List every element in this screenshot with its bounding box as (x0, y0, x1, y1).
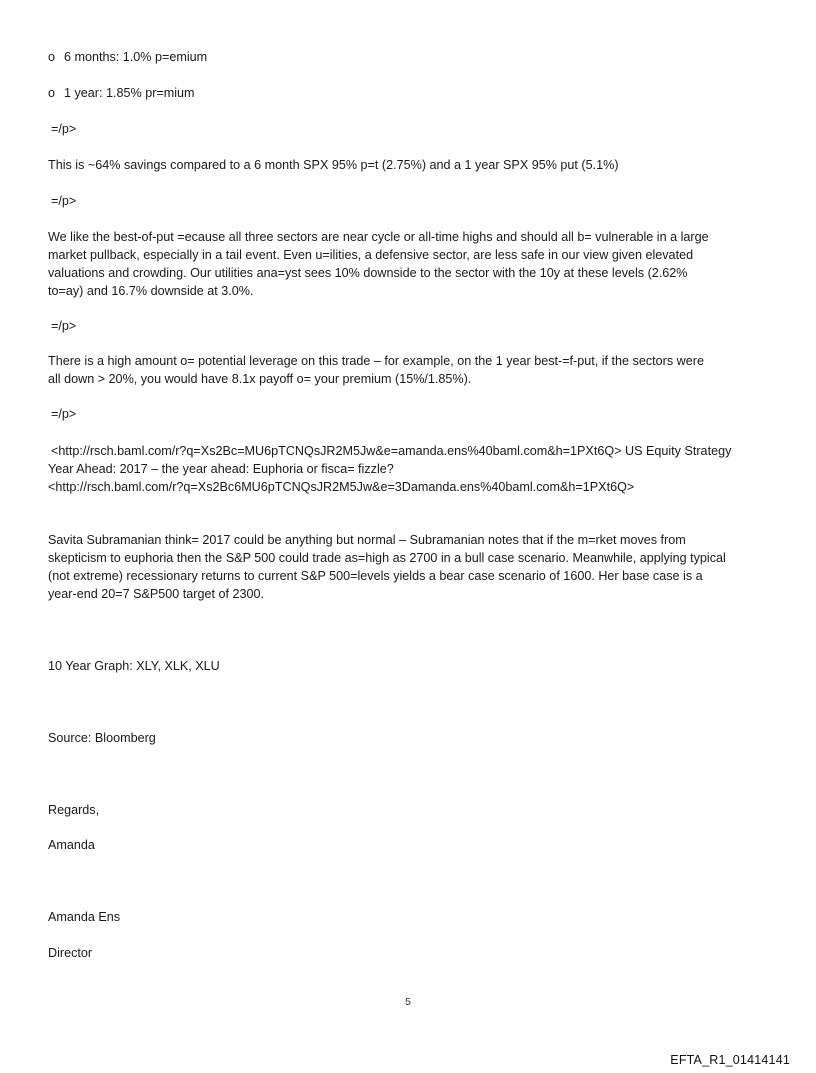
paragraph-line: year-end 20=7 S&P500 target of 2300. (48, 587, 265, 601)
bullet-text: 1 year: 1.85% pr=mium (64, 86, 195, 100)
paragraph-line: skepticism to euphoria then the S&P 500 could trade as=high as 2700 in a bull case scenario. Meanwhile, applying typical (48, 551, 726, 565)
bullet-marker: o (48, 86, 56, 100)
graph-caption: 10 Year Graph: XLY, XLK, XLU (48, 659, 220, 673)
savita-paragraph (48, 531, 773, 603)
paragraph-line: We like the best-of-put =ecause all three sectors are near cycle or all-time highs and should all b= vulnerable in a large (48, 230, 709, 244)
research-link[interactable]: <http://rsch.baml.com/r?q=Xs2Bc6MU6pTCNQsJR2M5Jw&e=3Damanda.ens%40baml.com&h=1PXt6Q> (48, 480, 635, 494)
signature-title: Director (48, 946, 93, 960)
paragraph-line: There is a high amount o= potential leverage on this trade – for example, on the 1 year best-=f-put, if the sectors were (48, 354, 704, 368)
savings-paragraph: This is ~64% savings compared to a 6 month SPX 95% p=t (2.75%) and a 1 year SPX 95% put (5.1%) (48, 158, 619, 172)
separator-text: =/p> (51, 122, 77, 136)
research-link[interactable]: <http://rsch.baml.com/r?q=Xs2Bc=MU6pTCNQsJR2M5Jw&e=amanda.ens%40baml.com&h=1PXt6Q> US Equity Strategy (51, 444, 732, 458)
separator-text: =/p> (51, 194, 77, 208)
paragraph-line: to=ay) and 16.7% downside at 3.0%. (48, 284, 254, 298)
bullet-1-year (48, 84, 195, 102)
bullet-marker: o (48, 50, 56, 64)
separator-text: =/p> (51, 319, 77, 333)
paragraph-line: (not extreme) recessionary returns to current S&P 500=levels yields a bear case scenario of 1600. Her base case is a (48, 569, 703, 583)
separator-text: =/p> (51, 407, 77, 421)
page-number: 5 (405, 996, 411, 1008)
paragraph-line: valuations and crowding. Our utilities ana=yst sees 10% downside to the sector with the 10y at these levels (2.62% (48, 266, 688, 280)
paragraph-line: market pullback, especially in a tail event. Even u=ilities, a defensive sector, are less safe in our view given elevated (48, 248, 694, 262)
signature-name: Amanda Ens (48, 910, 121, 924)
signoff-name: Amanda (48, 838, 95, 852)
best-of-put-paragraph (48, 228, 773, 300)
bullet-6-months (48, 48, 207, 66)
bullet-text: 6 months: 1.0% p=emium (64, 50, 208, 64)
paragraph-line: all down > 20%, you would have 8.1x payoff o= your premium (15%/1.85%). (48, 372, 472, 386)
document-id: EFTA_R1_01414141 (670, 1053, 790, 1067)
regards-line: Regards, (48, 803, 100, 817)
paragraph-line: Year Ahead: 2017 – the year ahead: Euphoria or fisca= fizzle? (48, 462, 394, 476)
leverage-paragraph (48, 352, 773, 388)
research-links-paragraph (48, 442, 773, 496)
paragraph-line: Savita Subramanian think= 2017 could be anything but normal – Subramanian notes that if the m=rket moves from (48, 533, 686, 547)
source-line: Source: Bloomberg (48, 731, 156, 745)
